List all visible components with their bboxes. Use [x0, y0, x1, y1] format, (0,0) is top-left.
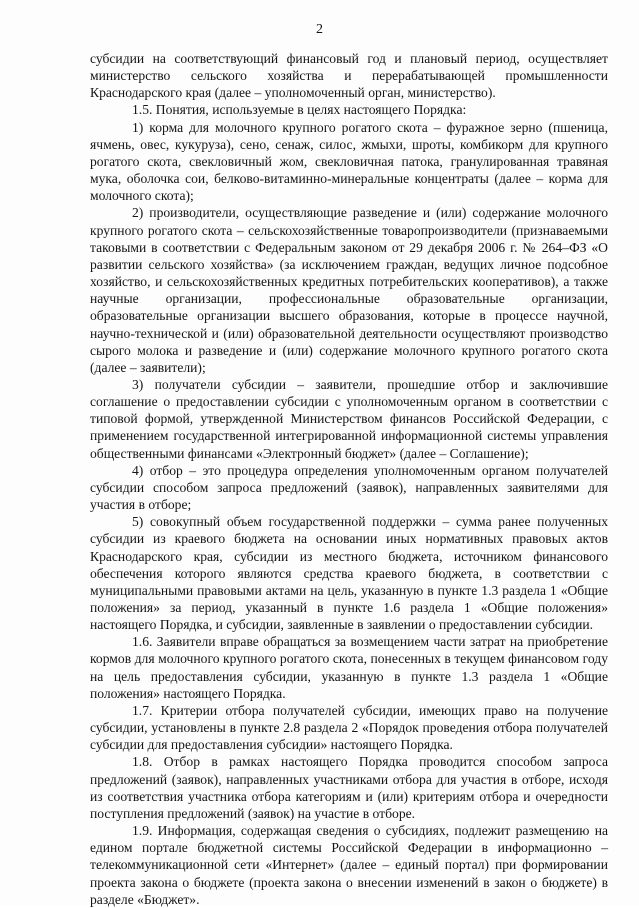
paragraph-item-4: 4) отбор – это процедура определения уполномоченным органом получателей субсидии способом запроса предложений (заявок), направленных заявителями для участия в отборе; — [90, 462, 608, 513]
paragraph-1-8: 1.8. Отбор в рамках настоящего Порядка проводится способом запроса предложений (заявок), направленных участниками отбора для участия в отборе, исходя из соответствия участника отбора категориям и (или) критериям отбора и очередности поступления предложений (заявок) на участие в отборе. — [90, 754, 608, 821]
paragraph-1-7: 1.7. Критерии отбора получателей субсидии, имеющих право на получение субсидии, установлены в пункте 2.8 раздела 2 «Порядок проведения отбора получателей субсидии для предоставления субсидии» настоящего Порядка. — [90, 702, 608, 753]
paragraph-1-9: 1.9. Информация, содержащая сведения о субсидиях, подлежит размещению на едином портале бюджетной системы Российской Федерации в информационно – телекоммуникационной сети «Интернет» (далее – единый портал) при формировании проекта закона о бюджете (проекта закона о внесении изменений в закон о бюджете) в разделе «Бюджет». — [90, 823, 608, 907]
paragraph-item-1: 1) корма для молочного крупного рогатого скота – фуражное зерно (пшеница, ячмень, овес, кукуруза), сено, сенаж, силос, жмыхи, шроты, комбикорм для крупного рогатого скота, свекловичный жом, свекловичная патока, гранулированная травяная мука, оболочка сои, белково-витаминно-минеральные концентраты (далее – корма для молочного скота); — [90, 119, 608, 204]
paragraph-item-2: 2) производители, осуществляющие разведение и (или) содержание молочного крупного рогатого скота – сельскохозяйственные товаропроизводители (признаваемыми таковыми в соответствии с Федеральным законом от 29 декабря 2006 г. № 264–ФЗ «О развитии сельского хозяйства» (за исключением граждан, ведущих личное подсобное хозяйство, и сельскохозяйственных кредитных потребительских кооперативов), а также научные организации, профессиональные образовательные организации, образовательные организации высшего образования, которые в процессе научной, научно-технической и (или) образовательной деятельности осуществляют производство сырого молока и разведение и (или) содержание молочного крупного рогатого скота (далее – заявители); — [90, 205, 608, 375]
document-body — [90, 50, 608, 908]
page-number: 2 — [316, 22, 323, 37]
paragraph-continuation: субсидии на соответствующий финансовый год и плановый период, осуществляет министерство сельского хозяйства и перерабатывающей промышленности Краснодарского края (далее – уполномоченный орган, министерство). — [90, 51, 608, 101]
paragraph-item-5: 5) совокупный объем государственной поддержки – сумма ранее полученных субсидии из краевого бюджета на основании иных нормативных правовых актов Краснодарского края, субсидии из местного бюджета, источником финансового обеспечения которого являются средства краевого бюджета, в соответствии с муниципальными правовыми актами на цель, указанную в пункте 1.3 раздела 1 «Общие положения» за период, указанный в пункте 1.6 раздела 1 «Общие положения» настоящего Порядка, и субсидии, заявленные в заявлении о предоставлении субсидии. — [90, 514, 608, 633]
paragraph-1-6: 1.6. Заявители вправе обращаться за возмещением части затрат на приобретение кормов для молочного крупного рогатого скота, понесенных в текущем финансовом году на цель предоставления субсидии, указанную в пункте 1.3 раздела 1 «Общие положения» настоящего Порядка. — [90, 634, 608, 701]
paragraph-1-5: 1.5. Понятия, используемые в целях настоящего Порядка: — [132, 102, 467, 118]
paragraph-item-3: 3) получатели субсидии – заявители, прошедшие отбор и заключившие соглашение о предоставлении субсидии с уполномоченным органом в соответствии с типовой формой, утвержденной Министерством финансов Российской Федерации, с применением государственной интегрированной информационной системы управления общественными финансами «Электронный бюджет» (далее – Соглашение); — [90, 376, 608, 461]
